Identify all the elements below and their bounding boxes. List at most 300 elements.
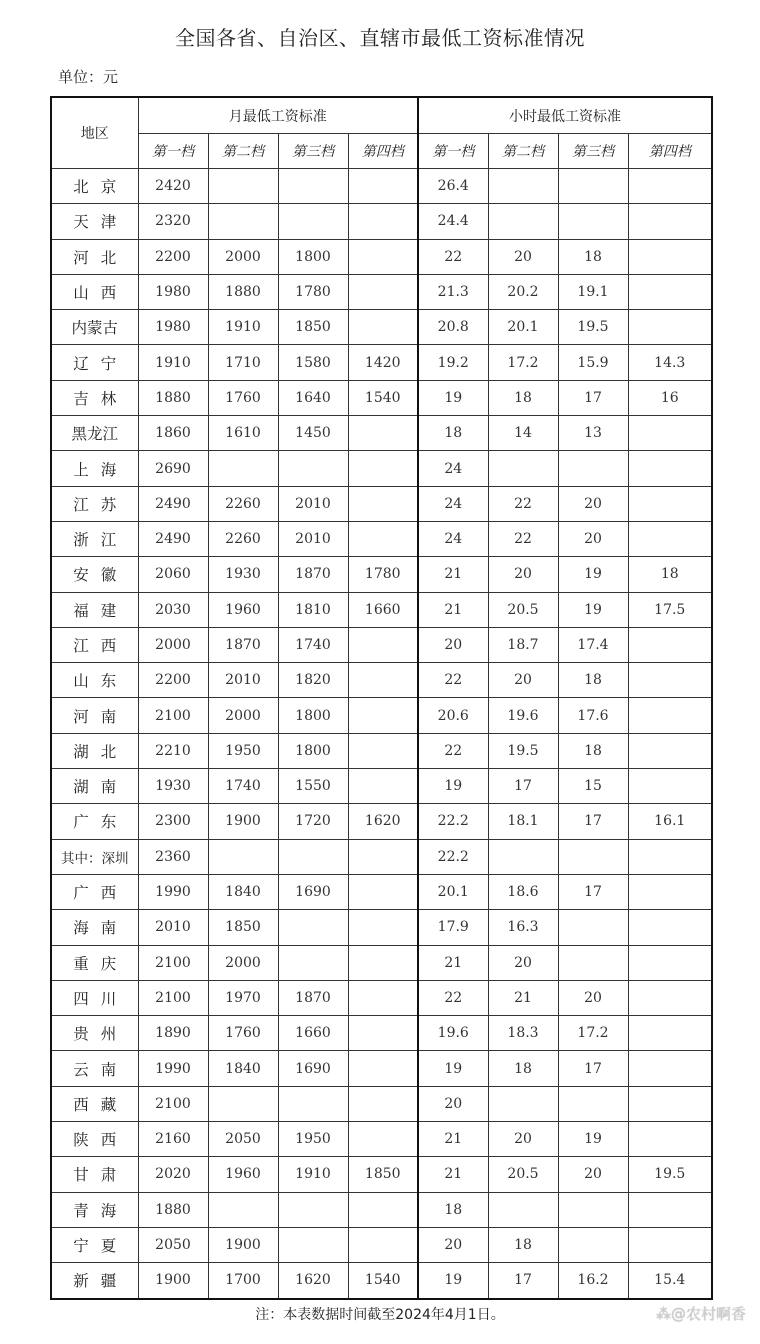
table-row <box>51 1016 712 1051</box>
monthly-tier-3-cell: 1450 <box>278 416 348 451</box>
region-cell: 广东 <box>51 804 138 839</box>
hourly-tier-3-cell: 18 <box>558 733 628 768</box>
hourly-tier-2-cell <box>488 169 558 204</box>
hourly-tier-2-cell: 18.7 <box>488 627 558 662</box>
hourly-tier-2-cell: 20 <box>488 663 558 698</box>
hourly-tier-2-cell: 18 <box>488 1227 558 1262</box>
hourly-tier-1-cell: 21 <box>418 557 488 592</box>
hourly-tier-1-cell: 24 <box>418 521 488 556</box>
monthly-tier-2-cell: 1760 <box>208 380 278 415</box>
hourly-tier-header: 第二档 <box>488 134 558 169</box>
region-cell: 四川 <box>51 980 138 1015</box>
monthly-tier-3-cell: 1640 <box>278 380 348 415</box>
hourly-tier-3-cell <box>558 839 628 874</box>
hourly-tier-1-cell: 26.4 <box>418 169 488 204</box>
hourly-tier-2-cell: 19.5 <box>488 733 558 768</box>
hourly-tier-4-cell <box>628 451 712 486</box>
hourly-tier-4-cell <box>628 274 712 309</box>
hourly-tier-4-cell <box>628 1122 712 1157</box>
hourly-tier-1-cell: 22.2 <box>418 839 488 874</box>
hourly-tier-3-cell: 17 <box>558 874 628 909</box>
monthly-tier-1-cell: 2100 <box>138 1086 208 1121</box>
region-cell: 甘肃 <box>51 1157 138 1192</box>
table-row <box>51 839 712 874</box>
hourly-tier-2-cell: 16.3 <box>488 910 558 945</box>
region-cell: 海南 <box>51 910 138 945</box>
monthly-tier-4-cell <box>348 1192 418 1227</box>
hourly-tier-1-cell: 24 <box>418 486 488 521</box>
monthly-tier-4-cell <box>348 1227 418 1262</box>
monthly-tier-4-cell <box>348 980 418 1015</box>
hourly-tier-2-cell <box>488 1086 558 1121</box>
minimum-wage-table <box>50 96 713 1300</box>
hourly-tier-4-cell <box>628 980 712 1015</box>
monthly-tier-header: 第一档 <box>138 134 208 169</box>
hourly-tier-1-cell: 17.9 <box>418 910 488 945</box>
hourly-tier-3-cell: 18 <box>558 663 628 698</box>
monthly-tier-2-cell: 1960 <box>208 1157 278 1192</box>
monthly-tier-1-cell: 2100 <box>138 980 208 1015</box>
table-row <box>51 627 712 662</box>
hourly-tier-1-cell: 20 <box>418 1086 488 1121</box>
monthly-tier-1-cell: 2030 <box>138 592 208 627</box>
hourly-tier-1-cell: 19.6 <box>418 1016 488 1051</box>
monthly-tier-3-cell: 1690 <box>278 1051 348 1086</box>
hourly-tier-3-cell: 17 <box>558 380 628 415</box>
hourly-tier-3-cell: 17 <box>558 1051 628 1086</box>
region-cell: 黑龙江 <box>51 416 138 451</box>
hourly-tier-3-cell: 19 <box>558 592 628 627</box>
monthly-tier-1-cell: 2100 <box>138 698 208 733</box>
hourly-tier-2-cell: 20.2 <box>488 274 558 309</box>
hourly-tier-2-cell: 18.1 <box>488 804 558 839</box>
monthly-tier-2-cell: 1700 <box>208 1263 278 1299</box>
hourly-tier-3-cell: 19 <box>558 557 628 592</box>
hourly-tier-3-cell: 20 <box>558 486 628 521</box>
monthly-tier-4-cell <box>348 521 418 556</box>
table-row <box>51 274 712 309</box>
hourly-tier-2-cell: 20 <box>488 1122 558 1157</box>
hourly-tier-header: 第四档 <box>628 134 712 169</box>
hourly-tier-2-cell: 18 <box>488 380 558 415</box>
monthly-tier-2-cell: 1950 <box>208 733 278 768</box>
table-row <box>51 451 712 486</box>
hourly-tier-4-cell <box>628 521 712 556</box>
monthly-tier-4-cell <box>348 769 418 804</box>
monthly-tier-3-cell: 1660 <box>278 1016 348 1051</box>
monthly-tier-4-cell <box>348 910 418 945</box>
hourly-tier-4-cell: 18 <box>628 557 712 592</box>
table-row <box>51 204 712 239</box>
table-row <box>51 663 712 698</box>
monthly-tier-1-cell: 2360 <box>138 839 208 874</box>
monthly-tier-2-cell: 1930 <box>208 557 278 592</box>
hourly-tier-2-cell: 17 <box>488 1263 558 1299</box>
monthly-tier-2-cell: 2260 <box>208 486 278 521</box>
hourly-tier-2-cell: 20.5 <box>488 592 558 627</box>
hourly-tier-3-cell <box>558 910 628 945</box>
hourly-tier-3-cell: 20 <box>558 521 628 556</box>
region-cell: 江苏 <box>51 486 138 521</box>
monthly-tier-4-cell <box>348 486 418 521</box>
hourly-tier-4-cell: 16 <box>628 380 712 415</box>
region-cell: 浙江 <box>51 521 138 556</box>
hourly-tier-4-cell <box>628 663 712 698</box>
hourly-tier-4-cell <box>628 239 712 274</box>
monthly-tier-3-cell <box>278 1227 348 1262</box>
hourly-tier-4-cell <box>628 945 712 980</box>
monthly-tier-2-cell <box>208 1192 278 1227</box>
table-row <box>51 557 712 592</box>
region-cell: 江西 <box>51 627 138 662</box>
table-row <box>51 239 712 274</box>
hourly-tier-4-cell <box>628 874 712 909</box>
hourly-tier-4-cell: 19.5 <box>628 1157 712 1192</box>
monthly-tier-2-cell: 2000 <box>208 945 278 980</box>
monthly-tier-3-cell: 1950 <box>278 1122 348 1157</box>
hourly-tier-2-cell: 19.6 <box>488 698 558 733</box>
hourly-tier-1-cell: 24 <box>418 451 488 486</box>
monthly-tier-2-cell: 1970 <box>208 980 278 1015</box>
hourly-tier-header: 第一档 <box>418 134 488 169</box>
monthly-tier-3-cell <box>278 451 348 486</box>
hourly-tier-3-cell: 17.2 <box>558 1016 628 1051</box>
monthly-tier-1-cell: 2300 <box>138 804 208 839</box>
table-row <box>51 1227 712 1262</box>
monthly-tier-2-cell: 1610 <box>208 416 278 451</box>
monthly-tier-2-cell <box>208 839 278 874</box>
hourly-tier-1-cell: 20.6 <box>418 698 488 733</box>
monthly-tier-1-cell: 2690 <box>138 451 208 486</box>
monthly-tier-4-cell: 1540 <box>348 1263 418 1299</box>
hourly-tier-4-cell <box>628 1192 712 1227</box>
hourly-tier-3-cell <box>558 1086 628 1121</box>
hourly-tier-1-cell: 20 <box>418 627 488 662</box>
monthly-tier-3-cell: 1690 <box>278 874 348 909</box>
hourly-tier-2-cell: 18.3 <box>488 1016 558 1051</box>
monthly-tier-2-cell: 1760 <box>208 1016 278 1051</box>
hourly-tier-4-cell <box>628 839 712 874</box>
monthly-tier-3-cell <box>278 1192 348 1227</box>
monthly-tier-4-cell <box>348 1051 418 1086</box>
table-row <box>51 1192 712 1227</box>
monthly-tier-3-cell: 1620 <box>278 1263 348 1299</box>
hourly-tier-1-cell: 21 <box>418 1122 488 1157</box>
region-cell: 河南 <box>51 698 138 733</box>
region-cell: 湖南 <box>51 769 138 804</box>
monthly-tier-3-cell <box>278 1086 348 1121</box>
hourly-group-header: 小时最低工资标准 <box>418 97 712 134</box>
hourly-tier-2-cell: 18.6 <box>488 874 558 909</box>
monthly-tier-4-cell: 1780 <box>348 557 418 592</box>
region-cell: 西藏 <box>51 1086 138 1121</box>
hourly-tier-1-cell: 22 <box>418 980 488 1015</box>
region-cell: 云南 <box>51 1051 138 1086</box>
monthly-tier-3-cell: 1740 <box>278 627 348 662</box>
hourly-tier-3-cell <box>558 451 628 486</box>
hourly-tier-4-cell: 15.4 <box>628 1263 712 1299</box>
monthly-tier-3-cell: 1870 <box>278 980 348 1015</box>
table-row <box>51 521 712 556</box>
table-row <box>51 169 712 204</box>
monthly-tier-4-cell: 1420 <box>348 345 418 380</box>
monthly-tier-3-cell: 1850 <box>278 310 348 345</box>
monthly-tier-3-cell <box>278 910 348 945</box>
table-row <box>51 1051 712 1086</box>
region-cell: 上海 <box>51 451 138 486</box>
monthly-tier-4-cell <box>348 1122 418 1157</box>
region-cell: 新疆 <box>51 1263 138 1299</box>
monthly-tier-4-cell <box>348 310 418 345</box>
hourly-tier-1-cell: 21 <box>418 1157 488 1192</box>
hourly-tier-1-cell: 22.2 <box>418 804 488 839</box>
monthly-tier-4-cell: 1620 <box>348 804 418 839</box>
table-row <box>51 345 712 380</box>
hourly-tier-4-cell <box>628 416 712 451</box>
hourly-tier-4-cell <box>628 627 712 662</box>
hourly-tier-header: 第三档 <box>558 134 628 169</box>
monthly-tier-4-cell <box>348 239 418 274</box>
hourly-tier-4-cell <box>628 486 712 521</box>
footnote: 注：本表数据时间截至2024年4月1日。 <box>255 1307 505 1323</box>
monthly-tier-2-cell: 1840 <box>208 1051 278 1086</box>
table-row <box>51 380 712 415</box>
hourly-tier-2-cell <box>488 204 558 239</box>
hourly-tier-1-cell: 21 <box>418 945 488 980</box>
monthly-tier-1-cell: 2490 <box>138 521 208 556</box>
monthly-tier-4-cell <box>348 874 418 909</box>
monthly-tier-1-cell: 2010 <box>138 910 208 945</box>
hourly-tier-2-cell <box>488 839 558 874</box>
region-cell: 天津 <box>51 204 138 239</box>
hourly-tier-2-cell: 20 <box>488 945 558 980</box>
hourly-tier-3-cell <box>558 169 628 204</box>
table-row <box>51 980 712 1015</box>
monthly-tier-3-cell: 1820 <box>278 663 348 698</box>
monthly-tier-4-cell <box>348 451 418 486</box>
hourly-tier-1-cell: 19 <box>418 1263 488 1299</box>
table-row <box>51 945 712 980</box>
monthly-tier-2-cell: 2050 <box>208 1122 278 1157</box>
hourly-tier-3-cell: 17 <box>558 804 628 839</box>
monthly-tier-1-cell: 2050 <box>138 1227 208 1262</box>
hourly-tier-1-cell: 20 <box>418 1227 488 1262</box>
hourly-tier-1-cell: 19 <box>418 769 488 804</box>
table-row <box>51 910 712 945</box>
monthly-tier-1-cell: 2320 <box>138 204 208 239</box>
monthly-tier-2-cell <box>208 1086 278 1121</box>
hourly-tier-3-cell: 19.1 <box>558 274 628 309</box>
hourly-tier-1-cell: 22 <box>418 733 488 768</box>
hourly-tier-4-cell: 17.5 <box>628 592 712 627</box>
watermark: ⁂@农村啊香 <box>655 1305 746 1323</box>
region-cell: 青海 <box>51 1192 138 1227</box>
hourly-tier-3-cell: 16.2 <box>558 1263 628 1299</box>
hourly-tier-2-cell: 20.5 <box>488 1157 558 1192</box>
hourly-tier-2-cell: 22 <box>488 521 558 556</box>
hourly-tier-4-cell <box>628 310 712 345</box>
monthly-tier-4-cell <box>348 1086 418 1121</box>
hourly-tier-1-cell: 22 <box>418 663 488 698</box>
hourly-tier-4-cell <box>628 169 712 204</box>
monthly-tier-1-cell: 2160 <box>138 1122 208 1157</box>
monthly-tier-2-cell: 1900 <box>208 1227 278 1262</box>
monthly-tier-1-cell: 1930 <box>138 769 208 804</box>
region-column-header: 地区 <box>51 97 138 169</box>
hourly-tier-3-cell <box>558 1227 628 1262</box>
hourly-tier-3-cell: 18 <box>558 239 628 274</box>
monthly-tier-header: 第三档 <box>278 134 348 169</box>
hourly-tier-4-cell: 16.1 <box>628 804 712 839</box>
monthly-tier-header: 第四档 <box>348 134 418 169</box>
hourly-tier-1-cell: 18 <box>418 416 488 451</box>
monthly-tier-2-cell: 2010 <box>208 663 278 698</box>
hourly-tier-1-cell: 20.8 <box>418 310 488 345</box>
monthly-tier-1-cell: 1900 <box>138 1263 208 1299</box>
monthly-tier-3-cell <box>278 169 348 204</box>
monthly-tier-2-cell: 1900 <box>208 804 278 839</box>
monthly-tier-1-cell: 1880 <box>138 1192 208 1227</box>
hourly-tier-2-cell: 21 <box>488 980 558 1015</box>
table-row <box>51 486 712 521</box>
monthly-tier-1-cell: 2420 <box>138 169 208 204</box>
monthly-tier-4-cell: 1850 <box>348 1157 418 1192</box>
table-row <box>51 874 712 909</box>
monthly-tier-2-cell: 1870 <box>208 627 278 662</box>
hourly-tier-3-cell: 20 <box>558 1157 628 1192</box>
hourly-tier-3-cell: 19.5 <box>558 310 628 345</box>
hourly-tier-2-cell <box>488 451 558 486</box>
monthly-tier-4-cell <box>348 274 418 309</box>
region-cell: 陕西 <box>51 1122 138 1157</box>
region-cell: 安徽 <box>51 557 138 592</box>
monthly-group-header: 月最低工资标准 <box>138 97 418 134</box>
hourly-tier-3-cell: 19 <box>558 1122 628 1157</box>
monthly-tier-4-cell <box>348 698 418 733</box>
hourly-tier-3-cell: 17.4 <box>558 627 628 662</box>
region-cell: 河北 <box>51 239 138 274</box>
monthly-tier-4-cell <box>348 627 418 662</box>
region-cell: 湖北 <box>51 733 138 768</box>
hourly-tier-3-cell: 20 <box>558 980 628 1015</box>
monthly-tier-3-cell: 1910 <box>278 1157 348 1192</box>
monthly-tier-3-cell: 2010 <box>278 486 348 521</box>
monthly-tier-2-cell: 1850 <box>208 910 278 945</box>
hourly-tier-3-cell: 15.9 <box>558 345 628 380</box>
monthly-tier-1-cell: 2200 <box>138 239 208 274</box>
monthly-tier-4-cell: 1540 <box>348 380 418 415</box>
monthly-tier-2-cell <box>208 169 278 204</box>
region-cell: 宁夏 <box>51 1227 138 1262</box>
table-row <box>51 1086 712 1121</box>
monthly-tier-3-cell <box>278 945 348 980</box>
page-title: 全国各省、自治区、直辖市最低工资标准情况 <box>175 26 585 50</box>
table-row <box>51 733 712 768</box>
monthly-tier-4-cell <box>348 839 418 874</box>
hourly-tier-2-cell: 20 <box>488 557 558 592</box>
hourly-tier-1-cell: 19 <box>418 380 488 415</box>
hourly-tier-2-cell: 22 <box>488 486 558 521</box>
hourly-tier-3-cell <box>558 204 628 239</box>
monthly-tier-1-cell: 2210 <box>138 733 208 768</box>
monthly-tier-1-cell: 1880 <box>138 380 208 415</box>
table-row <box>51 769 712 804</box>
hourly-tier-4-cell: 14.3 <box>628 345 712 380</box>
hourly-tier-3-cell: 15 <box>558 769 628 804</box>
monthly-tier-1-cell: 1990 <box>138 1051 208 1086</box>
hourly-tier-4-cell <box>628 204 712 239</box>
monthly-tier-4-cell <box>348 945 418 980</box>
monthly-tier-2-cell <box>208 204 278 239</box>
monthly-tier-2-cell: 2000 <box>208 239 278 274</box>
monthly-tier-3-cell: 1800 <box>278 239 348 274</box>
hourly-tier-3-cell <box>558 1192 628 1227</box>
region-cell: 贵州 <box>51 1016 138 1051</box>
hourly-tier-2-cell: 20.1 <box>488 310 558 345</box>
region-cell: 山东 <box>51 663 138 698</box>
hourly-tier-2-cell <box>488 1192 558 1227</box>
monthly-tier-3-cell: 1800 <box>278 698 348 733</box>
monthly-tier-3-cell <box>278 839 348 874</box>
hourly-tier-4-cell <box>628 910 712 945</box>
monthly-tier-4-cell <box>348 169 418 204</box>
table-row <box>51 416 712 451</box>
monthly-tier-1-cell: 2200 <box>138 663 208 698</box>
monthly-tier-1-cell: 2000 <box>138 627 208 662</box>
region-cell: 北京 <box>51 169 138 204</box>
table-row <box>51 1157 712 1192</box>
monthly-tier-4-cell <box>348 733 418 768</box>
table-row <box>51 1122 712 1157</box>
hourly-tier-2-cell: 17.2 <box>488 345 558 380</box>
monthly-tier-1-cell: 2060 <box>138 557 208 592</box>
region-cell: 山西 <box>51 274 138 309</box>
monthly-tier-3-cell: 1580 <box>278 345 348 380</box>
monthly-tier-3-cell <box>278 204 348 239</box>
hourly-tier-3-cell: 13 <box>558 416 628 451</box>
hourly-tier-1-cell: 21.3 <box>418 274 488 309</box>
table-row <box>51 310 712 345</box>
monthly-tier-3-cell: 1800 <box>278 733 348 768</box>
monthly-tier-2-cell: 1710 <box>208 345 278 380</box>
region-cell: 其中：深圳 <box>51 839 138 874</box>
hourly-tier-4-cell <box>628 1227 712 1262</box>
table-row <box>51 698 712 733</box>
unit-label: 单位：元 <box>58 68 119 86</box>
monthly-tier-2-cell: 1960 <box>208 592 278 627</box>
hourly-tier-4-cell <box>628 1016 712 1051</box>
monthly-tier-1-cell: 1910 <box>138 345 208 380</box>
hourly-tier-4-cell <box>628 698 712 733</box>
monthly-tier-header: 第二档 <box>208 134 278 169</box>
region-cell: 重庆 <box>51 945 138 980</box>
hourly-tier-1-cell: 20.1 <box>418 874 488 909</box>
monthly-tier-2-cell: 2000 <box>208 698 278 733</box>
hourly-tier-1-cell: 21 <box>418 592 488 627</box>
monthly-tier-1-cell: 2490 <box>138 486 208 521</box>
monthly-tier-4-cell <box>348 1016 418 1051</box>
monthly-tier-2-cell: 1840 <box>208 874 278 909</box>
monthly-tier-3-cell: 1870 <box>278 557 348 592</box>
monthly-tier-1-cell: 1890 <box>138 1016 208 1051</box>
monthly-tier-1-cell: 2020 <box>138 1157 208 1192</box>
monthly-tier-4-cell <box>348 663 418 698</box>
hourly-tier-1-cell: 19 <box>418 1051 488 1086</box>
hourly-tier-4-cell <box>628 733 712 768</box>
monthly-tier-1-cell: 1860 <box>138 416 208 451</box>
monthly-tier-2-cell: 1910 <box>208 310 278 345</box>
monthly-tier-4-cell <box>348 204 418 239</box>
